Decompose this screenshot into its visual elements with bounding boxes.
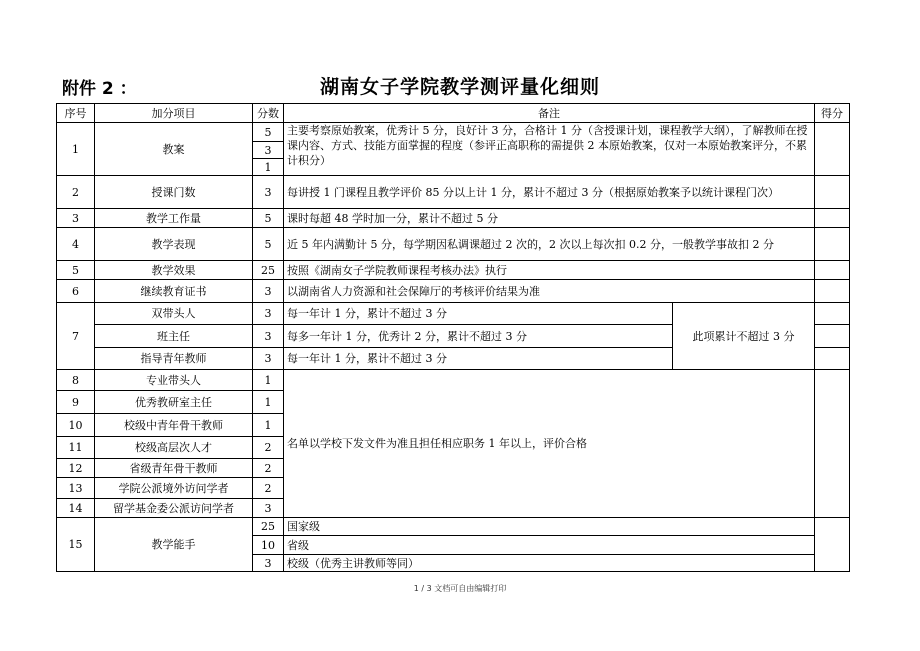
note-cell: 校级（优秀主讲教师等同） [284,555,815,572]
item-cell: 教学能手 [95,518,253,572]
got-cell[interactable] [815,370,850,518]
seq-cell: 5 [57,261,95,280]
note-cell: 每一年计 1 分，累计不超过 3 分 [284,348,673,370]
score-cell: 3 [253,303,284,325]
table-row [57,176,850,209]
seq-cell: 9 [57,391,95,414]
score-cell: 1 [253,414,284,437]
seq-cell: 11 [57,437,95,459]
note-cell: 省级 [284,536,815,555]
seq-cell: 1 [57,123,95,176]
note-cell: 国家级 [284,518,815,536]
item-cell: 双带头人 [95,303,253,325]
table-row [57,518,850,536]
seq-cell: 15 [57,518,95,572]
seq-cell: 4 [57,228,95,261]
got-cell[interactable] [815,123,850,176]
scoring-table [56,103,850,572]
score-cell: 3 [253,142,284,159]
item-cell: 校级中青年骨干教师 [95,414,253,437]
item-cell: 校级高层次人才 [95,437,253,459]
table-row [57,123,850,142]
score-cell: 3 [253,555,284,572]
item-cell: 优秀教研室主任 [95,391,253,414]
got-cell[interactable] [815,280,850,303]
score-cell: 1 [253,370,284,391]
score-cell: 2 [253,437,284,459]
seq-cell: 10 [57,414,95,437]
note-cell: 近 5 年内满勤计 5 分，每学期因私调课超过 2 次的，2 次以上每次扣 0.2 分，一般教学事故扣 2 分 [284,228,815,261]
score-cell: 1 [253,159,284,176]
got-cell[interactable] [815,261,850,280]
item-cell: 班主任 [95,325,253,348]
got-cell[interactable] [815,348,850,370]
note-cell: 以湖南省人力资源和社会保障厅的考核评价结果为准 [284,280,815,303]
item-cell: 教学工作量 [95,209,253,228]
score-cell: 5 [253,123,284,142]
page-title: 湖南女子学院教学测评量化细则 [319,76,600,98]
score-cell: 3 [253,348,284,370]
header-score: 分数 [253,104,284,123]
score-cell: 3 [253,280,284,303]
score-cell: 1 [253,391,284,414]
got-cell[interactable] [815,209,850,228]
table-row [57,370,850,391]
score-cell: 25 [253,518,284,536]
item-cell: 授课门数 [95,176,253,209]
item-cell: 留学基金委公派访问学者 [95,499,253,518]
item-cell: 教案 [95,123,253,176]
seq-cell: 2 [57,176,95,209]
note-cell: 课时每超 48 学时加一分，累计不超过 5 分 [284,209,815,228]
note-cell: 每一年计 1 分，累计不超过 3 分 [284,303,673,325]
score-cell: 25 [253,261,284,280]
got-cell[interactable] [815,176,850,209]
header-got: 得分 [815,104,850,123]
header-note: 备注 [284,104,815,123]
score-cell: 3 [253,176,284,209]
table-row [57,303,850,325]
note-cell: 主要考察原始教案，优秀计 5 分，良好计 3 分，合格计 1 分（含授课计划，课程教学大纲），了解教师在授课内容、方式、技能方面掌握的程度（参评正高职称的需提供 2 本原始教案，仅对一本原始教案评分，不累计积分） [284,123,815,176]
item-cell: 省级青年骨干教师 [95,459,253,478]
item-cell: 教学表现 [95,228,253,261]
item-cell: 指导青年教师 [95,348,253,370]
score-cell: 2 [253,459,284,478]
note-cell: 每多一年计 1 分，优秀计 2 分，累计不超过 3 分 [284,325,673,348]
score-cell: 3 [253,499,284,518]
score-cell: 5 [253,209,284,228]
item-cell: 教学效果 [95,261,253,280]
group-note-cell: 名单以学校下发文件为准且担任相应职务 1 年以上，评价合格 [284,370,815,518]
score-cell: 10 [253,536,284,555]
table-row [57,261,850,280]
seq-cell: 8 [57,370,95,391]
item-cell: 继续教育证书 [95,280,253,303]
note-cell: 每讲授 1 门课程且教学评价 85 分以上计 1 分，累计不超过 3 分（根据原始教案予以统计课程门次） [284,176,815,209]
attachment-label: 附件 2 ： [62,79,137,99]
table-row [57,209,850,228]
seq-cell: 7 [57,303,95,370]
score-cell: 3 [253,325,284,348]
table-row [57,228,850,261]
note-cell: 按照《湖南女子学院教师课程考核办法》执行 [284,261,815,280]
score-cell: 2 [253,478,284,499]
got-cell[interactable] [815,228,850,261]
note-total-cell: 此项累计不超过 3 分 [673,303,815,370]
table-row [57,280,850,303]
score-cell: 5 [253,228,284,261]
table-header-row [57,104,850,123]
seq-cell: 13 [57,478,95,499]
seq-cell: 12 [57,459,95,478]
header-seq: 序号 [57,104,95,123]
page-footer: 1 / 3 文档可自由编辑打印 [413,584,507,593]
header-item: 加分项目 [95,104,253,123]
seq-cell: 14 [57,499,95,518]
seq-cell: 3 [57,209,95,228]
item-cell: 专业带头人 [95,370,253,391]
item-cell: 学院公派境外访问学者 [95,478,253,499]
seq-cell: 6 [57,280,95,303]
got-cell[interactable] [815,325,850,348]
got-cell[interactable] [815,303,850,325]
got-cell[interactable] [815,518,850,572]
